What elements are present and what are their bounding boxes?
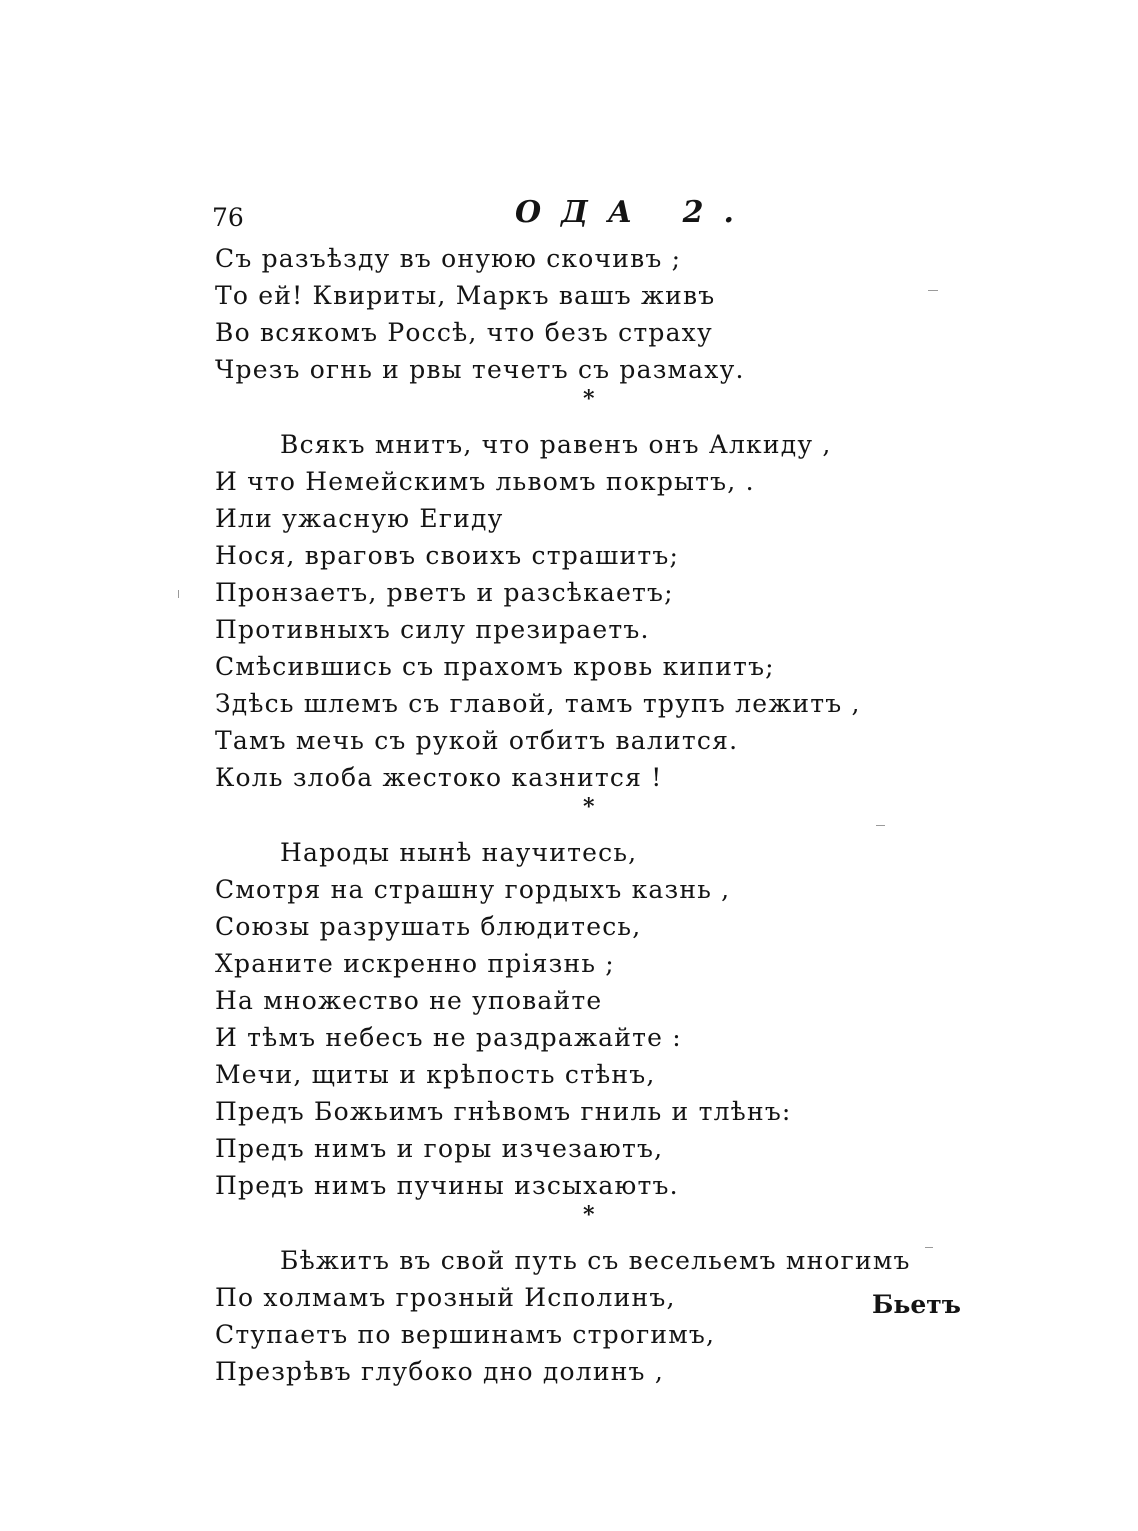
stanza (215, 1242, 1095, 1390)
scan-speck (876, 825, 885, 826)
verse-line: То ей! Квириты, Маркъ вашъ живъ (215, 281, 716, 310)
stanza (215, 426, 1095, 826)
verse-line: Мечи, щиты и крѣпость стѣнъ, (215, 1060, 656, 1089)
scan-speck (928, 290, 938, 291)
scan-speck (925, 1247, 933, 1248)
verse-line: Нося, враговъ своихъ страшитъ; (215, 541, 680, 570)
verse-line: Съ разъѣзду въ онуюю скочивъ ; (215, 244, 682, 273)
verse-line: Бѣжитъ въ свой путь съ весельемъ многимъ (280, 1246, 911, 1275)
poem-body (215, 240, 1095, 1390)
verse-line: По холмамъ грозный Исполинъ, (215, 1283, 676, 1312)
verse-line: Предъ Божьимъ гнѣвомъ гниль и тлѣнъ: (215, 1097, 792, 1126)
page-number: 76 (212, 203, 244, 232)
verse-line: Ступаетъ по вершинамъ строгимъ, (215, 1320, 716, 1349)
verse-line: Или ужасную Егиду (215, 504, 504, 533)
stanza (215, 834, 1095, 1234)
catchword: Бьетъ (872, 1290, 961, 1319)
verse-line: Пронзаетъ, рветъ и разсѣкаетъ; (215, 578, 674, 607)
verse-line: Противныхъ силу презираетъ. (215, 615, 650, 644)
verse-line: Всякъ мнитъ, что равенъ онъ Алкиду , (280, 430, 832, 459)
verse-line: Коль злоба жестоко казнится ! (215, 763, 663, 792)
verse-line: Смотря на страшну гордыхъ казнь , (215, 875, 731, 904)
stanza-separator: * (583, 1202, 595, 1228)
verse-line: Тамъ мечь съ рукой отбитъ валится. (215, 726, 739, 755)
stanza (215, 240, 1095, 418)
verse-line: И что Немейскимъ львомъ покрытъ, . (215, 467, 755, 496)
verse-line: Храните искренно пріязнь ; (215, 949, 615, 978)
verse-line: Во всякомъ Россѣ, что безъ страху (215, 318, 713, 347)
verse-line: Чрезъ огнь и рвы течетъ съ размаху. (215, 355, 745, 384)
verse-line: Союзы разрушать блюдитесь, (215, 912, 642, 941)
scan-speck (178, 590, 179, 598)
verse-line: Смѣсившись съ прахомъ кровь кипитъ; (215, 652, 775, 681)
verse-line: И тѣмъ небесъ не раздражайте : (215, 1023, 682, 1052)
verse-line: Презрѣвъ глубоко дно долинъ , (215, 1357, 664, 1386)
verse-line: Здѣсь шлемъ съ главой, тамъ трупъ лежитъ , (215, 689, 861, 718)
running-title: ОДА 2. (515, 195, 755, 230)
stanza-separator: * (583, 794, 595, 820)
verse-line: Предъ нимъ пучины изсыхаютъ. (215, 1171, 679, 1200)
stanza-separator: * (583, 386, 595, 412)
verse-line: На множество не уповайте (215, 986, 603, 1015)
verse-line: Предъ нимъ и горы изчезаютъ, (215, 1134, 664, 1163)
verse-line: Народы нынѣ научитесь, (280, 838, 638, 867)
